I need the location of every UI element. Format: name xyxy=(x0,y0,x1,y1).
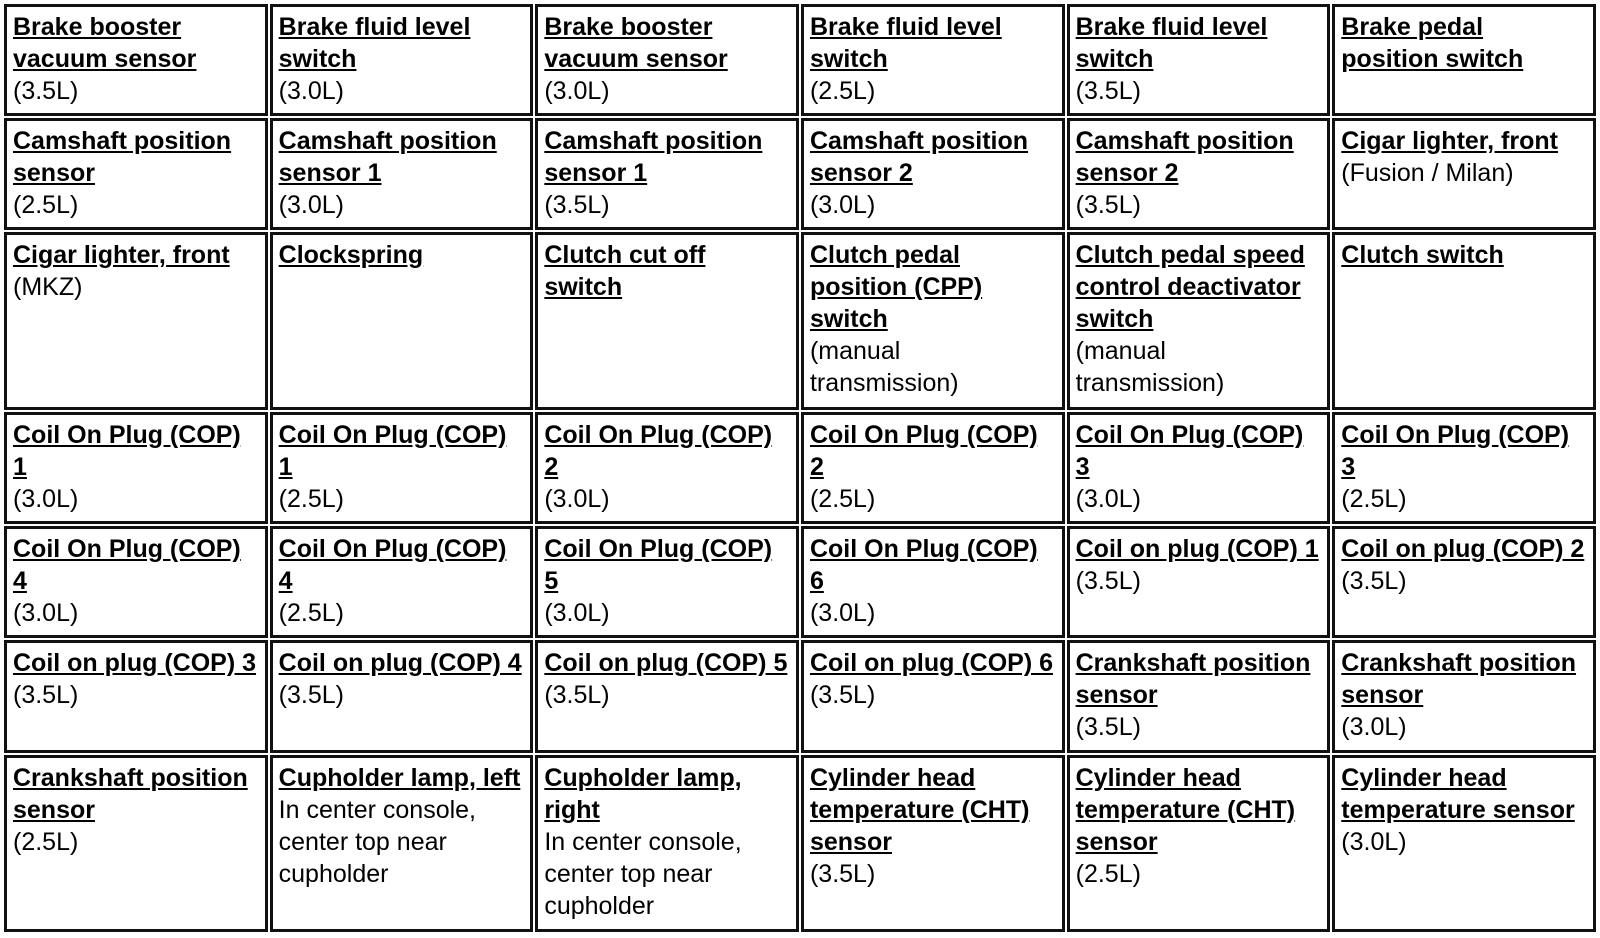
table-cell xyxy=(270,232,534,409)
component-link[interactable]: Coil On Plug (COP) 2 xyxy=(809,420,1038,481)
component-link[interactable]: Coil On Plug (COP) 4 xyxy=(13,535,241,596)
table-cell xyxy=(1332,526,1596,638)
component-note: (manual transmission) xyxy=(1075,337,1225,398)
table-cell xyxy=(270,4,534,116)
table-cell xyxy=(1067,526,1331,638)
table-cell xyxy=(801,232,1065,409)
table-cell xyxy=(4,755,268,933)
component-link[interactable]: Camshaft position sensor xyxy=(13,127,232,188)
component-link[interactable]: Coil On Plug (COP) 5 xyxy=(544,535,773,596)
component-link[interactable]: Coil On Plug (COP) 2 xyxy=(544,420,773,481)
table-cell xyxy=(535,118,799,230)
table-cell xyxy=(1332,412,1596,524)
component-note: (3.0L) xyxy=(544,77,610,105)
table-cell xyxy=(1067,118,1331,230)
component-note: (2.5L) xyxy=(1341,484,1407,513)
table-cell xyxy=(801,118,1065,230)
component-link[interactable]: Brake booster vacuum sensor xyxy=(13,13,197,73)
component-note: (3.5L) xyxy=(809,681,876,710)
table-cell xyxy=(1332,4,1596,116)
table-cell xyxy=(801,412,1065,524)
component-note: (2.5L) xyxy=(278,484,344,513)
component-note: (MKZ) xyxy=(13,273,83,302)
component-note: In center console, center top near cupholder xyxy=(278,795,476,888)
table-cell xyxy=(270,640,534,752)
component-note: (2.5L) xyxy=(278,599,344,628)
component-note: (3.5L) xyxy=(13,77,79,105)
table-cell xyxy=(535,232,799,409)
component-link[interactable]: Coil On Plug (COP) 3 xyxy=(1075,420,1304,481)
component-link[interactable]: Camshaft position sensor 2 xyxy=(809,127,1029,188)
table-cell xyxy=(535,526,799,638)
component-note: (3.5L) xyxy=(1075,567,1141,596)
component-link[interactable]: Crankshaft position sensor xyxy=(1341,649,1577,710)
component-link[interactable]: Crankshaft position sensor xyxy=(1075,649,1311,710)
component-note: (2.5L) xyxy=(13,191,79,220)
component-note: (3.0L) xyxy=(1341,827,1407,856)
table-row xyxy=(4,232,1596,409)
component-note: (3.0L) xyxy=(809,599,876,628)
component-link[interactable]: Cylinder head temperature (CHT) sensor xyxy=(809,763,1030,856)
component-link[interactable]: Clutch cut off switch xyxy=(544,241,706,302)
component-link[interactable]: Brake fluid level switch xyxy=(1075,13,1268,73)
table-cell xyxy=(1067,412,1331,524)
component-note: (3.5L) xyxy=(13,681,79,710)
component-link[interactable]: Camshaft position sensor 1 xyxy=(544,127,763,188)
component-link[interactable]: Brake fluid level switch xyxy=(278,13,471,73)
table-cell xyxy=(1332,232,1596,409)
component-note: (2.5L) xyxy=(809,77,876,105)
table-cell xyxy=(1067,232,1331,409)
component-link[interactable]: Camshaft position sensor 1 xyxy=(278,127,497,188)
component-link[interactable]: Brake fluid level switch xyxy=(809,13,1002,73)
table-cell xyxy=(535,4,799,116)
component-link[interactable]: Cylinder head temperature (CHT) sensor xyxy=(1075,763,1296,856)
component-link[interactable]: Coil on plug (COP) 6 xyxy=(809,649,1053,678)
table-cell xyxy=(535,412,799,524)
component-note: (3.5L) xyxy=(278,681,344,710)
component-note: (2.5L) xyxy=(1075,859,1141,888)
table-row xyxy=(4,640,1596,752)
table-cell xyxy=(4,526,268,638)
component-link[interactable]: Coil on plug (COP) 2 xyxy=(1341,535,1585,564)
component-note: (2.5L) xyxy=(13,827,79,856)
table-cell xyxy=(4,640,268,752)
table-cell xyxy=(4,412,268,524)
table-cell xyxy=(535,755,799,933)
table-cell xyxy=(4,232,268,409)
table-cell xyxy=(270,118,534,230)
table-cell xyxy=(1332,118,1596,230)
component-note: (3.5L) xyxy=(809,859,876,888)
component-note: (Fusion / Milan) xyxy=(1341,159,1514,188)
table-row xyxy=(4,118,1596,230)
component-note: (3.0L) xyxy=(1341,713,1407,742)
component-link[interactable]: Cigar lighter, front xyxy=(1341,127,1558,156)
table-cell xyxy=(270,526,534,638)
component-link[interactable]: Clutch pedal position (CPP) switch xyxy=(809,241,983,334)
component-note: (3.5L) xyxy=(544,191,610,220)
table-row xyxy=(4,4,1596,116)
table-row xyxy=(4,755,1596,933)
component-note: (3.0L) xyxy=(13,484,79,513)
table-cell xyxy=(801,640,1065,752)
component-link[interactable]: Camshaft position sensor 2 xyxy=(1075,127,1294,188)
table-cell xyxy=(535,640,799,752)
table-row xyxy=(4,526,1596,638)
component-note: (3.0L) xyxy=(544,599,610,628)
table-cell xyxy=(270,755,534,933)
component-link[interactable]: Coil On Plug (COP) 6 xyxy=(809,535,1038,596)
table-row xyxy=(4,412,1596,524)
component-note: (manual transmission) xyxy=(809,337,959,398)
component-note: (3.5L) xyxy=(1075,191,1141,220)
component-note: (3.0L) xyxy=(544,484,610,513)
component-note: (3.5L) xyxy=(1341,567,1407,596)
component-link[interactable]: Cigar lighter, front xyxy=(13,241,230,270)
component-note: (3.0L) xyxy=(278,191,344,220)
component-note: In center console, center top near cupholder xyxy=(544,827,742,920)
table-cell xyxy=(270,412,534,524)
component-link[interactable]: Coil on plug (COP) 5 xyxy=(544,649,788,678)
component-link[interactable]: Brake pedal position switch xyxy=(1341,13,1524,73)
component-link[interactable]: Clutch pedal speed control deactivator switch xyxy=(1075,241,1305,334)
table-cell xyxy=(801,755,1065,933)
component-link[interactable]: Cupholder lamp, left xyxy=(278,763,521,792)
table-body xyxy=(4,4,1596,932)
component-link[interactable]: Coil On Plug (COP) 1 xyxy=(278,420,507,481)
component-link[interactable]: Clutch switch xyxy=(1341,241,1504,270)
table-cell xyxy=(4,118,268,230)
table-cell xyxy=(801,526,1065,638)
component-note: (3.5L) xyxy=(544,681,610,710)
component-link[interactable]: Coil on plug (COP) 3 xyxy=(13,649,257,678)
component-link[interactable]: Coil on plug (COP) 4 xyxy=(278,649,522,678)
table-cell xyxy=(1067,755,1331,933)
component-link[interactable]: Coil On Plug (COP) 1 xyxy=(13,420,241,481)
component-link[interactable]: Crankshaft position sensor xyxy=(13,763,248,824)
component-link[interactable]: Clockspring xyxy=(278,241,424,270)
component-link[interactable]: Cupholder lamp, right xyxy=(544,763,742,824)
component-note: (2.5L) xyxy=(809,484,876,513)
component-note: (3.0L) xyxy=(278,77,344,105)
table-cell xyxy=(1332,755,1596,933)
table-cell xyxy=(1067,4,1331,116)
component-link[interactable]: Coil on plug (COP) 1 xyxy=(1075,535,1319,564)
table-cell xyxy=(1067,640,1331,752)
component-link[interactable]: Brake booster vacuum sensor xyxy=(544,13,728,73)
component-link[interactable]: Coil On Plug (COP) 4 xyxy=(278,535,507,596)
component-note: (3.0L) xyxy=(809,191,876,220)
component-note: (3.0L) xyxy=(13,599,79,628)
component-note: (3.5L) xyxy=(1075,713,1141,742)
table-cell xyxy=(4,4,268,116)
component-note: (3.5L) xyxy=(1075,77,1141,105)
component-link[interactable]: Coil On Plug (COP) 3 xyxy=(1341,420,1570,481)
table-cell xyxy=(801,4,1065,116)
component-note: (3.0L) xyxy=(1075,484,1141,513)
table-cell xyxy=(1332,640,1596,752)
component-link[interactable]: Cylinder head temperature sensor xyxy=(1341,763,1575,824)
component-location-table xyxy=(2,2,1598,934)
